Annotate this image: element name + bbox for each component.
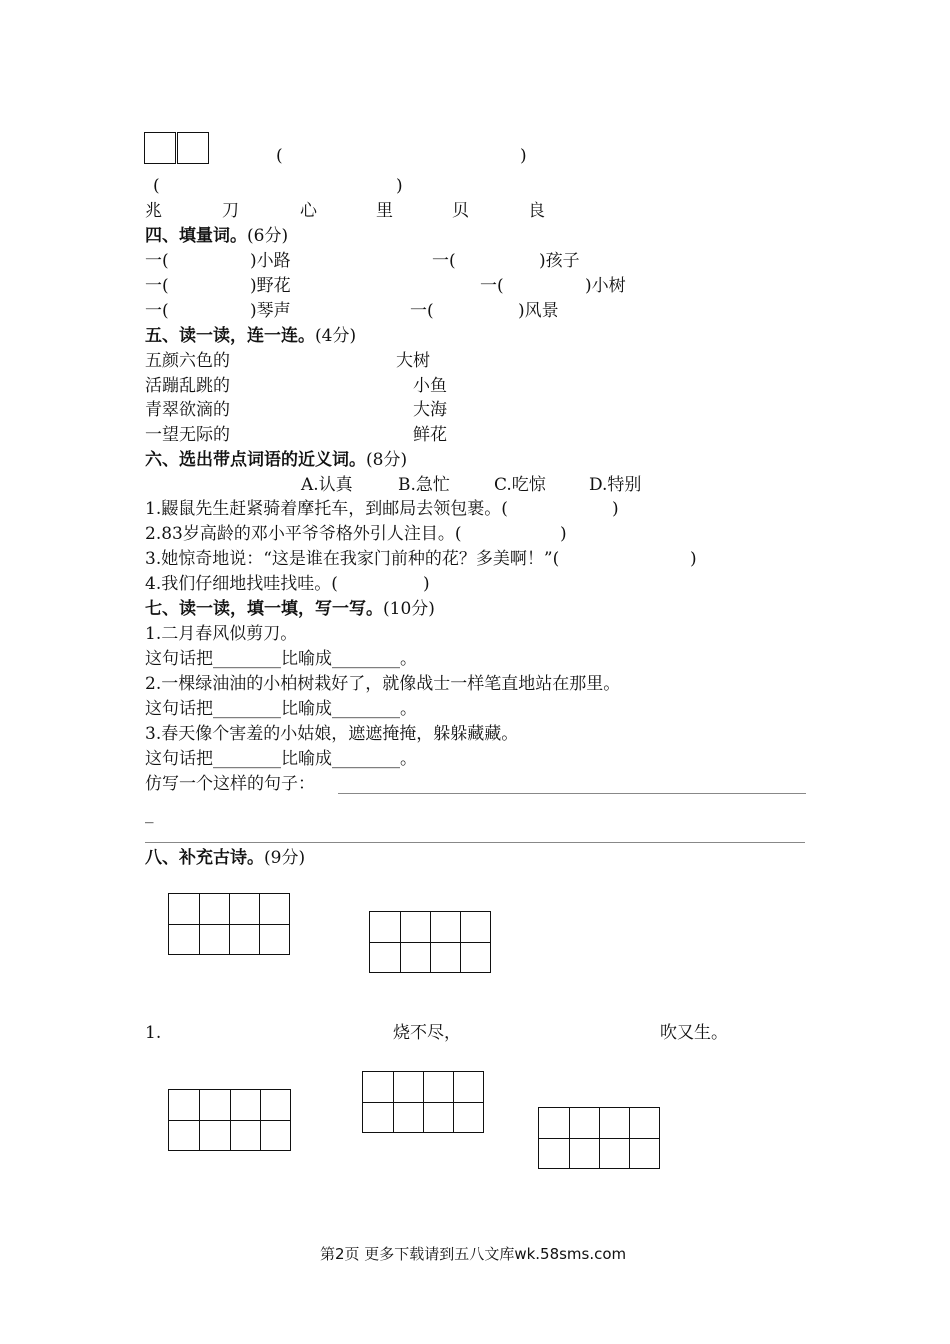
writing-grid-3 (168, 1089, 291, 1151)
writing-grid-4 (362, 1071, 484, 1133)
s6-item-1: 1.鼹鼠先生赶紧骑着摩托车，到邮局去领包裹。( (145, 499, 508, 519)
section6-heading (145, 452, 407, 469)
s6-item-4-close: ) (423, 574, 430, 594)
s5-right-3: 大海 (413, 400, 447, 420)
writing-grid-5 (538, 1107, 660, 1169)
section5-heading (145, 328, 356, 345)
s4-r1-a-close: )小路 (250, 251, 291, 271)
answer-box-1 (144, 132, 176, 164)
s4-r3-b-close: )风景 (518, 301, 559, 321)
s5-left-3: 青翠欲滴的 (145, 400, 230, 420)
s7-imitate-line-2 (145, 842, 805, 843)
section8-heading (145, 850, 305, 867)
section6-title: 六、选出带点词语的近义词。 (145, 450, 366, 470)
char-4: 里 (376, 201, 393, 221)
s4-r3-b: 一( (410, 301, 434, 321)
char-2: 刀 (222, 201, 239, 221)
paren-row2-open: ( (153, 176, 160, 196)
char-1: 兆 (145, 201, 162, 221)
s6-item-4: 4.我们仔细地找哇找哇。( (145, 574, 338, 594)
s6-option-a: A.认真 (301, 475, 353, 495)
section5-title: 五、读一读，连一连。 (145, 326, 315, 346)
s7-fill-1: 这句话把________比喻成________。 (145, 649, 417, 669)
char-6: 良 (528, 201, 545, 221)
paren-row1-close: ) (520, 146, 527, 166)
s8-line1-mid: 烧不尽， (393, 1023, 461, 1043)
s5-right-1: 大树 (396, 351, 430, 371)
s8-line1-num: 1. (145, 1023, 162, 1043)
s7-sentence-2: 2.一棵绿油油的小柏树栽好了，就像战士一样笔直地站在那里。 (145, 674, 621, 694)
s6-item-1-close: ) (612, 499, 619, 519)
s5-left-1: 五颜六色的 (145, 351, 230, 371)
s6-option-c: C.吃惊 (494, 475, 546, 495)
s4-r3-a-close: )琴声 (250, 301, 291, 321)
s4-r2-b-close: )小树 (585, 276, 626, 296)
s5-left-4: 一望无际的 (145, 425, 230, 445)
s7-sentence-1: 1.二月春风似剪刀。 (145, 624, 298, 644)
writing-grid-1 (168, 893, 290, 955)
section8-title: 八、补充古诗。 (145, 848, 264, 868)
section5-score: (4分) (315, 326, 357, 346)
s4-r2-a-close: )野花 (250, 276, 291, 296)
s6-option-d: D.特别 (589, 475, 642, 495)
section6-score: (8分) (366, 450, 408, 470)
section7-score: (10分) (383, 599, 435, 619)
s7-sentence-3: 3.春天像个害羞的小姑娘，遮遮掩掩，躲躲藏藏。 (145, 724, 519, 744)
section4-title: 四、填量词。 (145, 226, 247, 246)
s4-r1-a: 一( (145, 251, 169, 271)
char-3: 心 (300, 201, 317, 221)
paren-row1-open: ( (276, 146, 283, 166)
answer-box-2 (177, 132, 209, 164)
section4-score: (6分) (247, 226, 289, 246)
s6-item-2: 2.83岁高龄的邓小平爷爷格外引人注目。( (145, 524, 462, 544)
s5-right-2: 小鱼 (413, 376, 447, 396)
page-footer: 第2页 更多下载请到五八文库wk.58sms.com (320, 1245, 627, 1263)
s8-line1-end: 吹又生。 (660, 1023, 728, 1043)
s7-imitate-line-1 (338, 793, 806, 794)
s5-left-2: 活蹦乱跳的 (145, 376, 230, 396)
paren-row2-close: ) (396, 176, 403, 196)
section7-heading (145, 601, 435, 618)
s6-item-3-close: ) (690, 549, 697, 569)
s7-dash: _ (145, 804, 154, 824)
s4-r1-b-close: )孩子 (539, 251, 580, 271)
s4-r2-b: 一( (480, 276, 504, 296)
section8-score: (9分) (264, 848, 306, 868)
char-5: 贝 (452, 201, 469, 221)
s7-imitate-label: 仿写一个这样的句子： (145, 774, 315, 794)
s6-item-2-close: ) (560, 524, 567, 544)
s7-fill-3: 这句话把________比喻成________。 (145, 749, 417, 769)
s6-item-3: 3.她惊奇地说：“这是谁在我家门前种的花？多美啊！”( (145, 549, 560, 569)
s5-right-4: 鲜花 (413, 425, 447, 445)
s7-fill-2: 这句话把________比喻成________。 (145, 699, 417, 719)
s4-r1-b: 一( (432, 251, 456, 271)
s4-r3-a: 一( (145, 301, 169, 321)
section7-title: 七、读一读，填一填，写一写。 (145, 599, 383, 619)
s4-r2-a: 一( (145, 276, 169, 296)
writing-grid-2 (369, 911, 491, 973)
s6-option-b: B.急忙 (398, 475, 450, 495)
section4-heading (145, 228, 288, 245)
